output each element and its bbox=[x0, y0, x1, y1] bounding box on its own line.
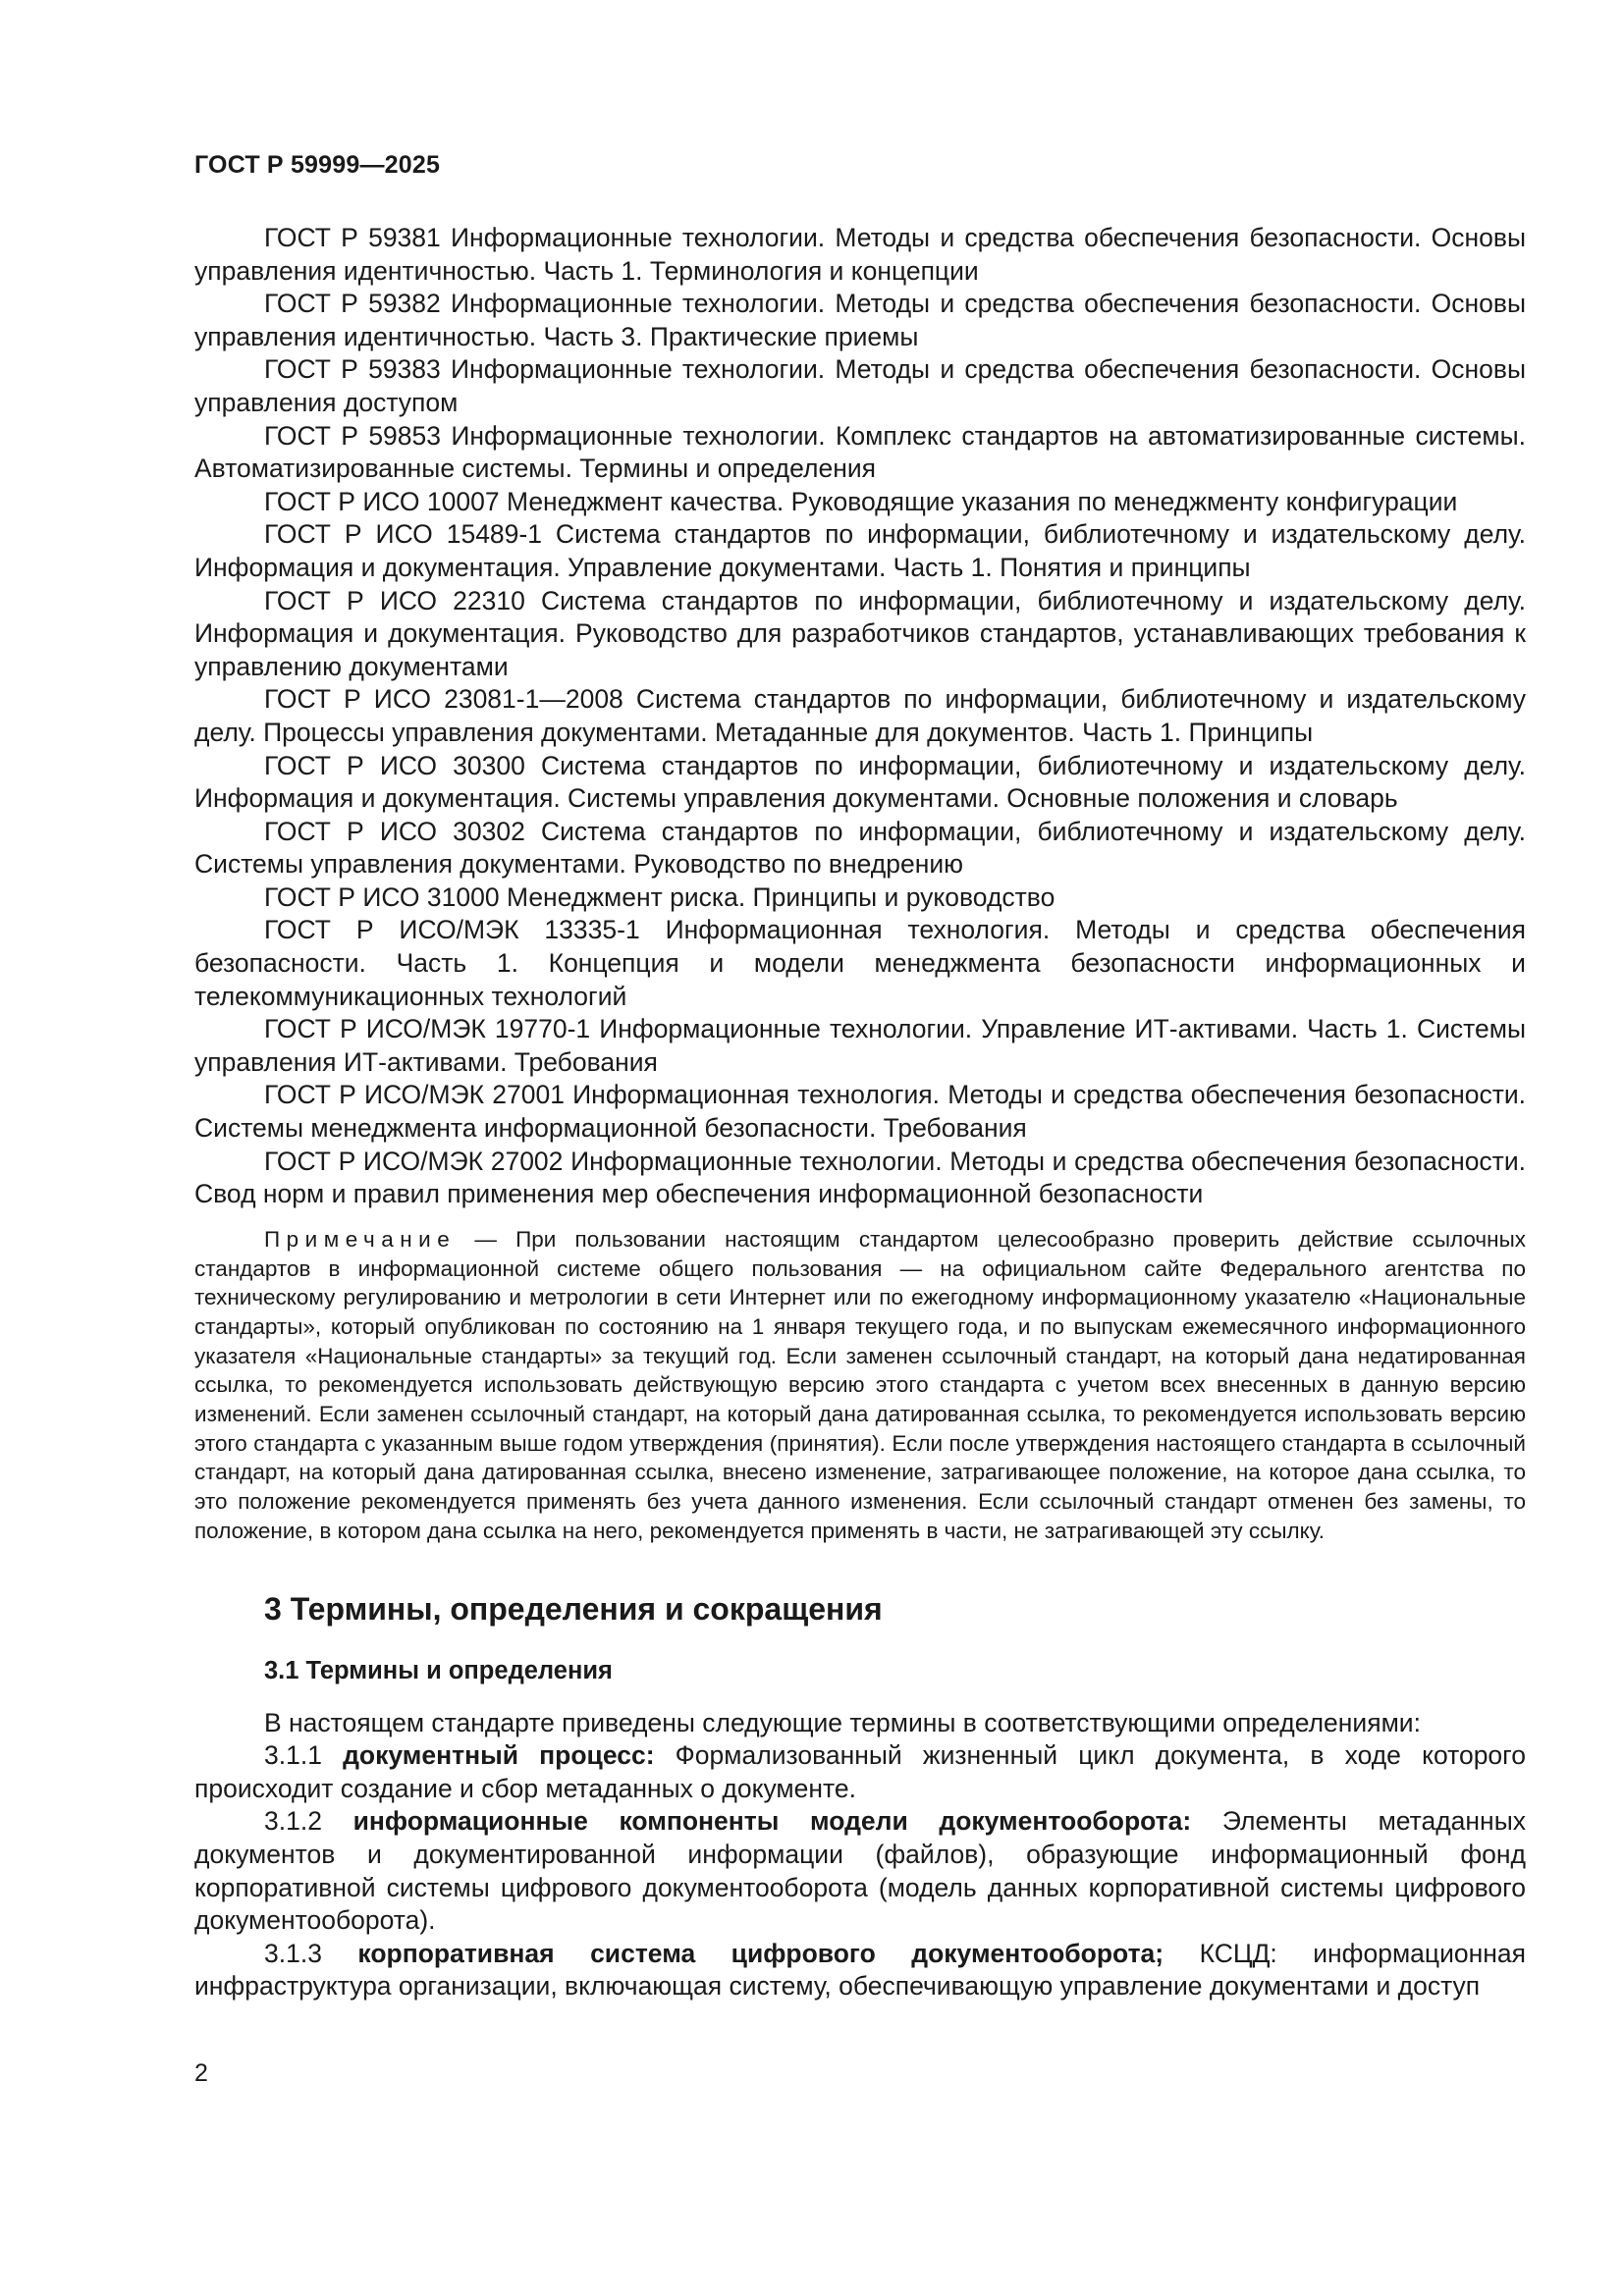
section-intro: В настоящем стандарте приведены следующие термины в соответствующими определениями: bbox=[264, 1707, 1421, 1737]
reference-item: ГОСТ Р ИСО 30300 Система стандартов по информации, библиотечному и издательскому делу. Информация и документация. Системы управления документами. Основные положения и словарь bbox=[194, 750, 1526, 814]
note-label: Примечание bbox=[264, 1226, 457, 1252]
reference-item: ГОСТ Р ИСО/МЭК 19770-1 Информационные технологии. Управление ИТ-активами. Часть 1. Системы управления ИТ-активами. Требования bbox=[194, 1014, 1526, 1077]
term-number: 3.1.3 bbox=[264, 1938, 358, 1968]
reference-item: ГОСТ Р ИСО/МЭК 13335-1 Информационная технология. Методы и средства обеспечения безопасности. Часть 1. Концепция и модели менеджмента безопасности информационных и телекоммуникационных технологий bbox=[194, 915, 1526, 1011]
term-number: 3.1.2 bbox=[264, 1806, 353, 1837]
section-heading: 3 Термины, определения и сокращения bbox=[264, 1590, 883, 1627]
subsection-heading: 3.1 Термины и определения bbox=[264, 1656, 613, 1684]
document-body bbox=[194, 222, 1526, 2003]
reference-item: ГОСТ Р ИСО 22310 Система стандартов по информации, библиотечному и издательскому делу. Информация и документация. Руководство для разработчиков стандартов, устанавливающих требования к управлению документами bbox=[194, 585, 1526, 681]
reference-item: ГОСТ Р 59382 Информационные технологии. Методы и средства обеспечения безопасности. Основы управления идентичностью. Часть 3. Практические приемы bbox=[194, 289, 1526, 351]
reference-item: ГОСТ Р ИСО 23081-1—2008 Система стандартов по информации, библиотечному и издательскому делу. Процессы управления документами. Метаданные для документов. Часть 1. Принципы bbox=[194, 684, 1526, 747]
term-text: Элементы метаданных документов и документированной информации (файлов), образующие информационный фонд корпоративной системы цифрового документооборота (модель данных корпоративной системы цифрового документооборота). bbox=[194, 1806, 1526, 1936]
term-definition bbox=[194, 1805, 1526, 1937]
note-text: — При пользовании настоящим стандартом целесообразно проверить действие ссылочных стандартов в информационной системе общего пользования — на официальном сайте Федерального агентства по техническому регулированию и метрологии в сети Интернет или по ежегодному информационному указателю «Национальные стандарты», который опубликован по состоянию на 1 января текущего года, и по выпускам ежемесячного информационного указателя «Национальные стандарты» за текущий год. Если заменен ссылочный стандарт, на который дана недатированная ссылка, то рекомендуется использовать действующую версию этого стандарта с учетом всех внесенных в данную версию изменений. Если заменен ссылочный стандарт, на который дана датированная ссылка, то рекомендуется использовать версию этого стандарта с указанным выше годом утверждения (принятия). Если после утверждения настоящего стандарта в ссылочный стандарт, на который дана датированная ссылка, внесено изменение, затрагивающее положение, на которое дана ссылка, то это положение рекомендуется применять без учета данного изменения. Если ссылочный стандарт отменен без замены, то положение, в котором дана ссылка на него, рекомендуется применять в части, не затрагивающей эту ссылку. bbox=[194, 1226, 1526, 1543]
reference-item: ГОСТ Р 59383 Информационные технологии. Методы и средства обеспечения безопасности. Основы управления доступом bbox=[194, 354, 1526, 417]
document-header: ГОСТ Р 59999—2025 bbox=[194, 151, 441, 179]
reference-item: ГОСТ Р ИСО 10007 Менеджмент качества. Руководящие указания по менеджменту конфигурации bbox=[264, 486, 1458, 516]
term-text: КСЦД: информационная инфраструктура организации, включающая систему, обеспечивающую управление документами и доступ bbox=[194, 1938, 1526, 2002]
reference-item: ГОСТ Р ИСО 31000 Менеджмент риска. Принципы и руководство bbox=[264, 881, 1056, 912]
note-paragraph bbox=[194, 1225, 1526, 1546]
term-name: корпоративная система цифрового документооборота; bbox=[357, 1938, 1164, 1968]
reference-item: ГОСТ Р ИСО 30302 Система стандартов по информации, библиотечному и издательскому делу. Системы управления документами. Руководство по внедрению bbox=[194, 816, 1526, 880]
term-definition bbox=[194, 1938, 1526, 2003]
term-definition bbox=[194, 1739, 1526, 1805]
reference-item: ГОСТ Р ИСО/МЭК 27002 Информационные технологии. Методы и средства обеспечения безопасности. Свод норм и правил применения мер обеспечения информационной безопасности bbox=[194, 1146, 1526, 1209]
term-number: 3.1.1 bbox=[264, 1740, 344, 1771]
reference-item: ГОСТ Р 59853 Информационные технологии. Комплекс стандартов на автоматизированные системы. Автоматизированные системы. Термины и определения bbox=[194, 420, 1526, 484]
term-name: документный процесс: bbox=[343, 1740, 655, 1771]
reference-item: ГОСТ Р 59381 Информационные технологии. Методы и средства обеспечения безопасности. Основы управления идентичностью. Часть 1. Терминология и концепции bbox=[194, 223, 1526, 286]
reference-item: ГОСТ Р ИСО/МЭК 27001 Информационная технология. Методы и средства обеспечения безопасности. Системы менеджмента информационной безопасности. Требования bbox=[194, 1080, 1526, 1144]
page-number: 2 bbox=[194, 2059, 208, 2087]
term-name: информационные компоненты модели документооборота: bbox=[352, 1806, 1192, 1837]
reference-item: ГОСТ Р ИСО 15489-1 Система стандартов по информации, библиотечному и издательскому делу. Информация и документация. Управление документами. Часть 1. Понятия и принципы bbox=[194, 519, 1526, 582]
term-text: Формализованный жизненный цикл документа, в ходе которого происходит создание и сбор метаданных о документе. bbox=[194, 1740, 1526, 1803]
